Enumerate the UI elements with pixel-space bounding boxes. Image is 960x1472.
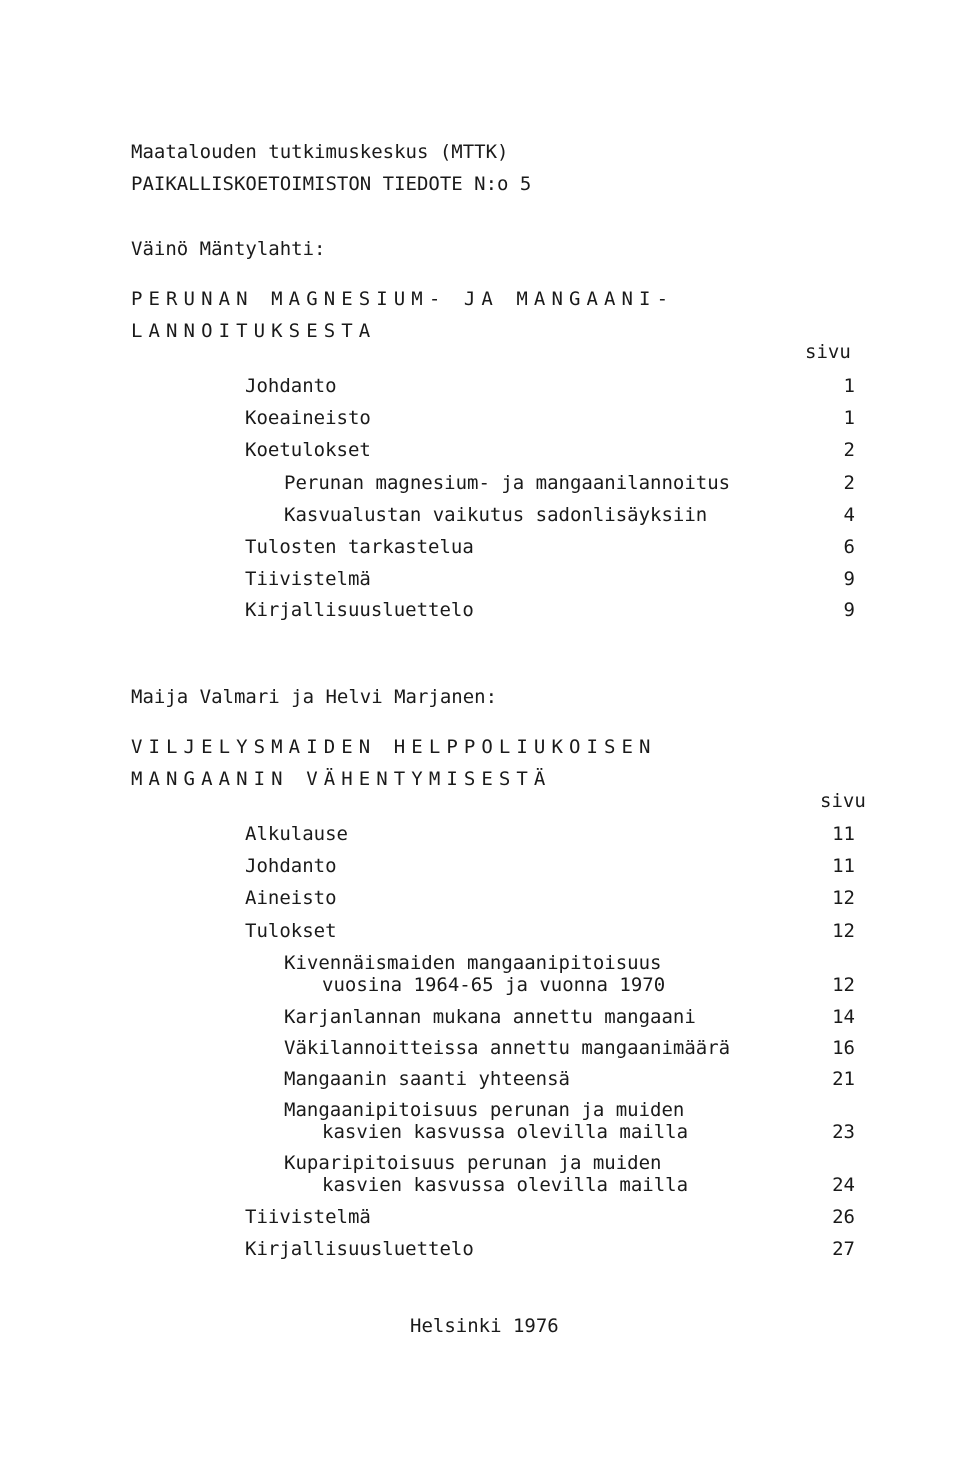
toc-subentry-label: Perunan magnesium- ja mangaanilannoitus [284, 472, 731, 494]
toc-entry-label: Kirjallisuusluettelo [245, 1238, 474, 1260]
toc-entry-page: 26 [832, 1206, 855, 1228]
toc-entry-page: 11 [832, 823, 855, 845]
toc-entry-page: 12 [832, 974, 855, 996]
toc-subentry-label-continued: vuosina 1964-65 ja vuonna 1970 [322, 974, 666, 996]
toc-subentry-label: Mangaanin saanti yhteensä [284, 1068, 570, 1090]
toc-entry-label: Koeaineisto [245, 407, 371, 429]
toc-entry-label: Alkulause [245, 823, 348, 845]
toc-entry-page: 4 [843, 504, 855, 526]
part1-title-line1: PERUNAN MAGNESIUM- JA MANGAANI- [131, 288, 675, 310]
toc-entry-label: Tiivistelmä [245, 1206, 371, 1228]
toc-subentry-label-continued: kasvien kasvussa olevilla mailla [322, 1174, 689, 1196]
organization-name: Maatalouden tutkimuskeskus (MTTK) [131, 141, 509, 163]
toc-entry-page: 6 [843, 536, 855, 558]
toc-entry-page: 14 [832, 1006, 855, 1028]
toc-entry-page: 12 [832, 887, 855, 909]
toc-entry-page: 9 [843, 599, 855, 621]
toc-entry-label: Aineisto [245, 887, 337, 909]
toc-entry-page: 24 [832, 1174, 855, 1196]
toc-entry-page: 2 [843, 439, 855, 461]
toc-entry-label: Tiivistelmä [245, 568, 371, 590]
toc-entry-page: 16 [832, 1037, 855, 1059]
toc-subentry-label: Väkilannoitteissa annettu mangaanimäärä [284, 1037, 731, 1059]
part2-title-line1: VILJELYSMAIDEN HELPPOLIUKOISEN [131, 736, 657, 758]
toc-subentry-label: Kuparipitoisuus perunan ja muiden [284, 1152, 662, 1174]
toc-entry-page: 12 [832, 920, 855, 942]
toc-subentry-label: Karjanlannan mukana annettu mangaani [284, 1006, 696, 1028]
toc-entry-label: Koetulokset [245, 439, 371, 461]
toc-entry-label: Kirjallisuusluettelo [245, 599, 474, 621]
toc-entry-label: Tulosten tarkastelua [245, 536, 474, 558]
toc-entry-label: Tulokset [245, 920, 337, 942]
series-title: PAIKALLISKOETOIMISTON TIEDOTE N:o 5 [131, 173, 532, 195]
toc-entry-page: 11 [832, 855, 855, 877]
toc-entry-page: 2 [843, 472, 855, 494]
toc-entry-page: 23 [832, 1121, 855, 1143]
toc-subentry-label: Mangaanipitoisuus perunan ja muiden [284, 1099, 685, 1121]
toc-entry-label: Johdanto [245, 375, 337, 397]
toc-subentry-label-continued: kasvien kasvussa olevilla mailla [322, 1121, 689, 1143]
toc-entry-page: 9 [843, 568, 855, 590]
part1-author: Väinö Mäntylahti: [131, 238, 326, 260]
toc-entry-page: 1 [843, 407, 855, 429]
toc-entry-page: 21 [832, 1068, 855, 1090]
toc-entry-page: 27 [832, 1238, 855, 1260]
part1-title-line2: LANNOITUKSESTA [131, 320, 377, 342]
toc-entry-page: 1 [843, 375, 855, 397]
toc-entry-label: Johdanto [245, 855, 337, 877]
place-and-year: Helsinki 1976 [410, 1315, 559, 1337]
part2-page-column-label: sivu [820, 790, 866, 812]
toc-subentry-label: Kivennäismaiden mangaanipitoisuus [284, 952, 662, 974]
toc-subentry-label: Kasvualustan vaikutus sadonlisäyksiin [284, 504, 708, 526]
part2-title-line2: MANGAANIN VÄHENTYMISESTÄ [131, 768, 552, 790]
part2-authors: Maija Valmari ja Helvi Marjanen: [131, 686, 498, 708]
part1-page-column-label: sivu [805, 341, 851, 363]
